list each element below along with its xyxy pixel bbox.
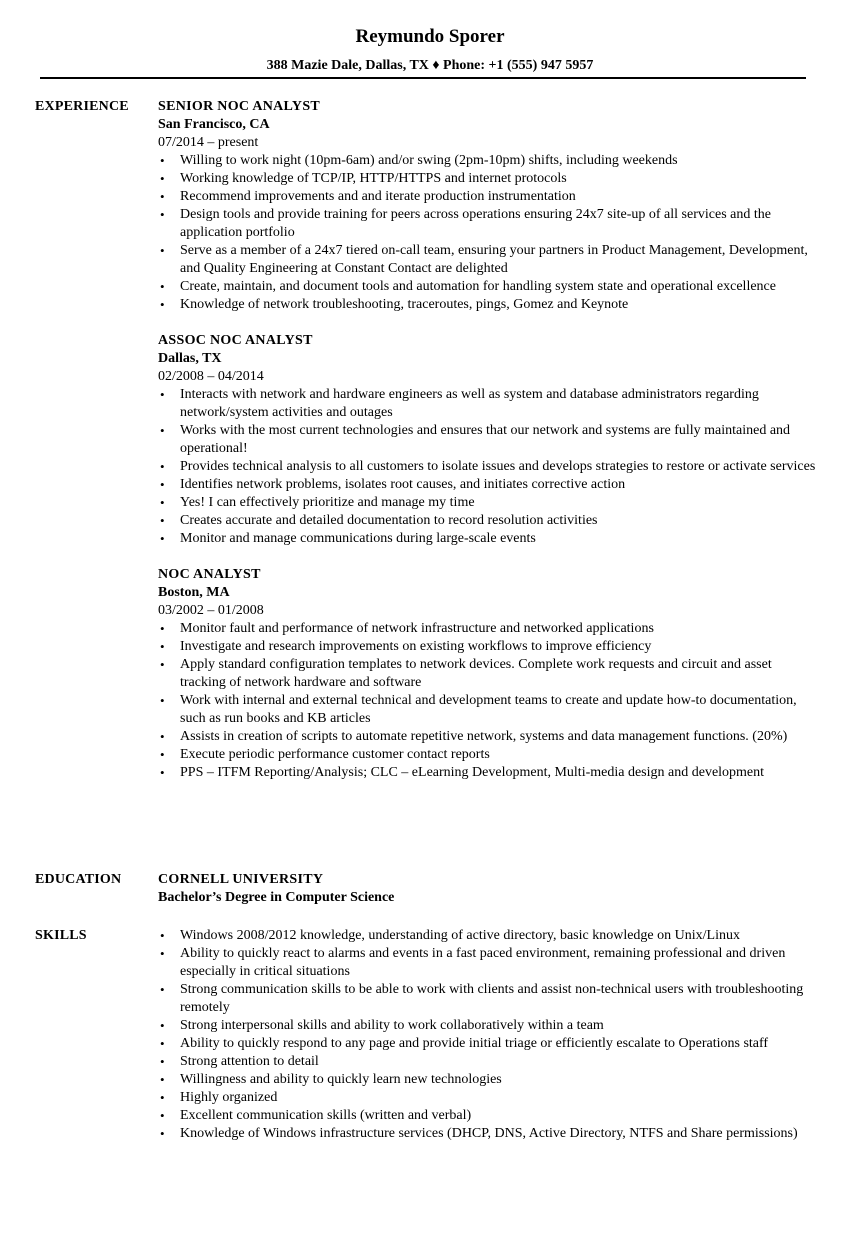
job-dates: 03/2002 – 01/2008 [158,603,264,618]
list-item [158,764,818,782]
header-divider [40,77,806,79]
list-item [158,638,818,656]
bullet-icon: • [160,1108,165,1123]
list-item-text: Working knowledge of TCP/IP, HTTP/HTTPS and internet protocols [180,171,567,186]
experience-label: EXPERIENCE [35,99,129,114]
list-item [158,692,818,728]
list-item [158,1035,818,1053]
job-bullets [158,386,818,548]
list-item [158,620,818,638]
list-item [158,1053,818,1071]
bullet-icon: • [160,459,165,474]
list-item-text: Knowledge of network troubleshooting, traceroutes, pings, Gomez and Keynote [180,297,629,312]
education-body [158,871,818,907]
list-item-text: Assists in creation of scripts to automate repetitive network, systems and data management functions. (20%) [180,729,788,744]
bullet-icon: • [160,477,165,492]
list-item [158,656,818,692]
list-item-text: Monitor and manage communications during large-scale events [180,531,536,546]
job-entry [158,566,818,782]
list-item-text: Strong attention to detail [180,1054,319,1069]
job-location: Boston, MA [158,585,230,600]
resume-header [0,0,860,75]
skills-list [158,927,818,1143]
bullet-icon: • [160,189,165,204]
list-item [158,458,818,476]
bullet-icon: • [160,207,165,222]
list-item-text: Identifies network problems, isolates root causes, and initiates corrective action [180,477,626,492]
list-item [158,1089,818,1107]
skills-label: SKILLS [35,928,87,943]
list-item [158,945,818,981]
bullet-icon: • [160,657,165,672]
degree: Bachelor’s Degree in Computer Science [158,890,395,905]
bullet-icon: • [160,531,165,546]
bullet-icon: • [160,1072,165,1087]
list-item [158,242,818,278]
job-entry [158,332,818,548]
list-item-text: Willingness and ability to quickly learn new technologies [180,1072,502,1087]
skills-body [158,927,818,1143]
list-item [158,386,818,422]
list-item-text: Serve as a member of a 24x7 tiered on-call team, ensuring your partners in Product Management, Development, and Quality Engineering at Constant Contact are delighted [180,243,808,276]
list-item [158,476,818,494]
bullet-icon: • [160,1018,165,1033]
list-item-text: PPS – ITFM Reporting/Analysis; CLC – eLearning Development, Multi-media design and development [180,765,765,780]
bullet-icon: • [160,297,165,312]
bullet-icon: • [160,946,165,961]
list-item-text: Recommend improvements and and iterate production instrumentation [180,189,576,204]
list-item [158,512,818,530]
bullet-icon: • [160,279,165,294]
list-item [158,927,818,945]
list-item-text: Ability to quickly respond to any page and provide initial triage or efficiently escalate to Operations staff [180,1036,769,1051]
bullet-icon: • [160,1054,165,1069]
bullet-icon: • [160,982,165,997]
list-item-text: Design tools and provide training for peers across operations ensuring 24x7 site-up of all services and the application portfolio [180,207,771,240]
bullet-icon: • [160,513,165,528]
list-item-text: Windows 2008/2012 knowledge, understanding of active directory, basic knowledge on Unix/Linux [180,928,740,943]
list-item [158,188,818,206]
list-item [158,206,818,242]
list-item-text: Excellent communication skills (written and verbal) [180,1108,472,1123]
list-item [158,296,818,314]
experience-body [158,98,818,800]
list-item-text: Create, maintain, and document tools and automation for handling system state and operational excellence [180,279,776,294]
bullet-icon: • [160,153,165,168]
bullet-icon: • [160,1090,165,1105]
bullet-icon: • [160,928,165,943]
list-item-text: Willing to work night (10pm-6am) and/or swing (2pm-10pm) shifts, including weekends [180,153,678,168]
bullet-icon: • [160,621,165,636]
list-item-text: Monitor fault and performance of network infrastructure and networked applications [180,621,654,636]
bullet-icon: • [160,243,165,258]
list-item-text: Provides technical analysis to all customers to isolate issues and develops strategies to restore or activate services [180,459,816,474]
job-bullets [158,620,818,782]
bullet-icon: • [160,495,165,510]
contact-line: 388 Mazie Dale, Dallas, TX ♦ Phone: +1 (555) 947 5957 [266,58,594,73]
list-item [158,494,818,512]
list-item [158,746,818,764]
list-item [158,530,818,548]
list-item [158,170,818,188]
bullet-icon: • [160,387,165,402]
list-item [158,1107,818,1125]
bullet-icon: • [160,693,165,708]
job-location: Dallas, TX [158,351,222,366]
bullet-icon: • [160,729,165,744]
job-bullets [158,152,818,314]
job-dates: 02/2008 – 04/2014 [158,369,264,384]
list-item-text: Ability to quickly react to alarms and events in a fast paced environment, remaining professional and driven especially in critical situations [180,946,786,979]
bullet-icon: • [160,747,165,762]
school-name: CORNELL UNIVERSITY [158,872,324,887]
list-item [158,278,818,296]
list-item [158,152,818,170]
list-item [158,422,818,458]
list-item [158,1071,818,1089]
candidate-name: Reymundo Sporer [355,26,505,47]
bullet-icon: • [160,1126,165,1141]
bullet-icon: • [160,1036,165,1051]
list-item-text: Interacts with network and hardware engineers as well as system and database administrators regarding network/system activities and outages [180,387,759,420]
list-item [158,728,818,746]
job-dates: 07/2014 – present [158,135,259,150]
list-item-text: Knowledge of Windows infrastructure services (DHCP, DNS, Active Directory, NTFS and Share permissions) [180,1126,798,1141]
list-item-text: Highly organized [180,1090,278,1105]
bullet-icon: • [160,171,165,186]
list-item [158,981,818,1017]
job-location: San Francisco, CA [158,117,270,132]
list-item-text: Investigate and research improvements on existing workflows to improve efficiency [180,639,652,654]
list-item-text: Strong interpersonal skills and ability to work collaboratively within a team [180,1018,604,1033]
job-entry [158,98,818,314]
list-item [158,1017,818,1035]
list-item-text: Work with internal and external technical and development teams to create and update how-to documentation, such as run books and KB articles [180,693,797,726]
list-item-text: Yes! I can effectively prioritize and manage my time [180,495,475,510]
list-item [158,1125,818,1143]
job-title: ASSOC NOC ANALYST [158,333,313,348]
list-item-text: Apply standard configuration templates to network devices. Complete work requests and circuit and asset tracking of network hardware and software [180,657,772,690]
list-item-text: Creates accurate and detailed documentation to record resolution activities [180,513,598,528]
list-item-text: Works with the most current technologies and ensures that our network and systems are fully maintained and operational! [180,423,791,456]
job-title: SENIOR NOC ANALYST [158,99,321,114]
education-label: EDUCATION [35,872,122,887]
bullet-icon: • [160,639,165,654]
bullet-icon: • [160,765,165,780]
list-item-text: Strong communication skills to be able to work with clients and assist non-technical users with troubleshooting remotely [180,982,804,1015]
job-title: NOC ANALYST [158,567,261,582]
list-item-text: Execute periodic performance customer contact reports [180,747,490,762]
bullet-icon: • [160,423,165,438]
